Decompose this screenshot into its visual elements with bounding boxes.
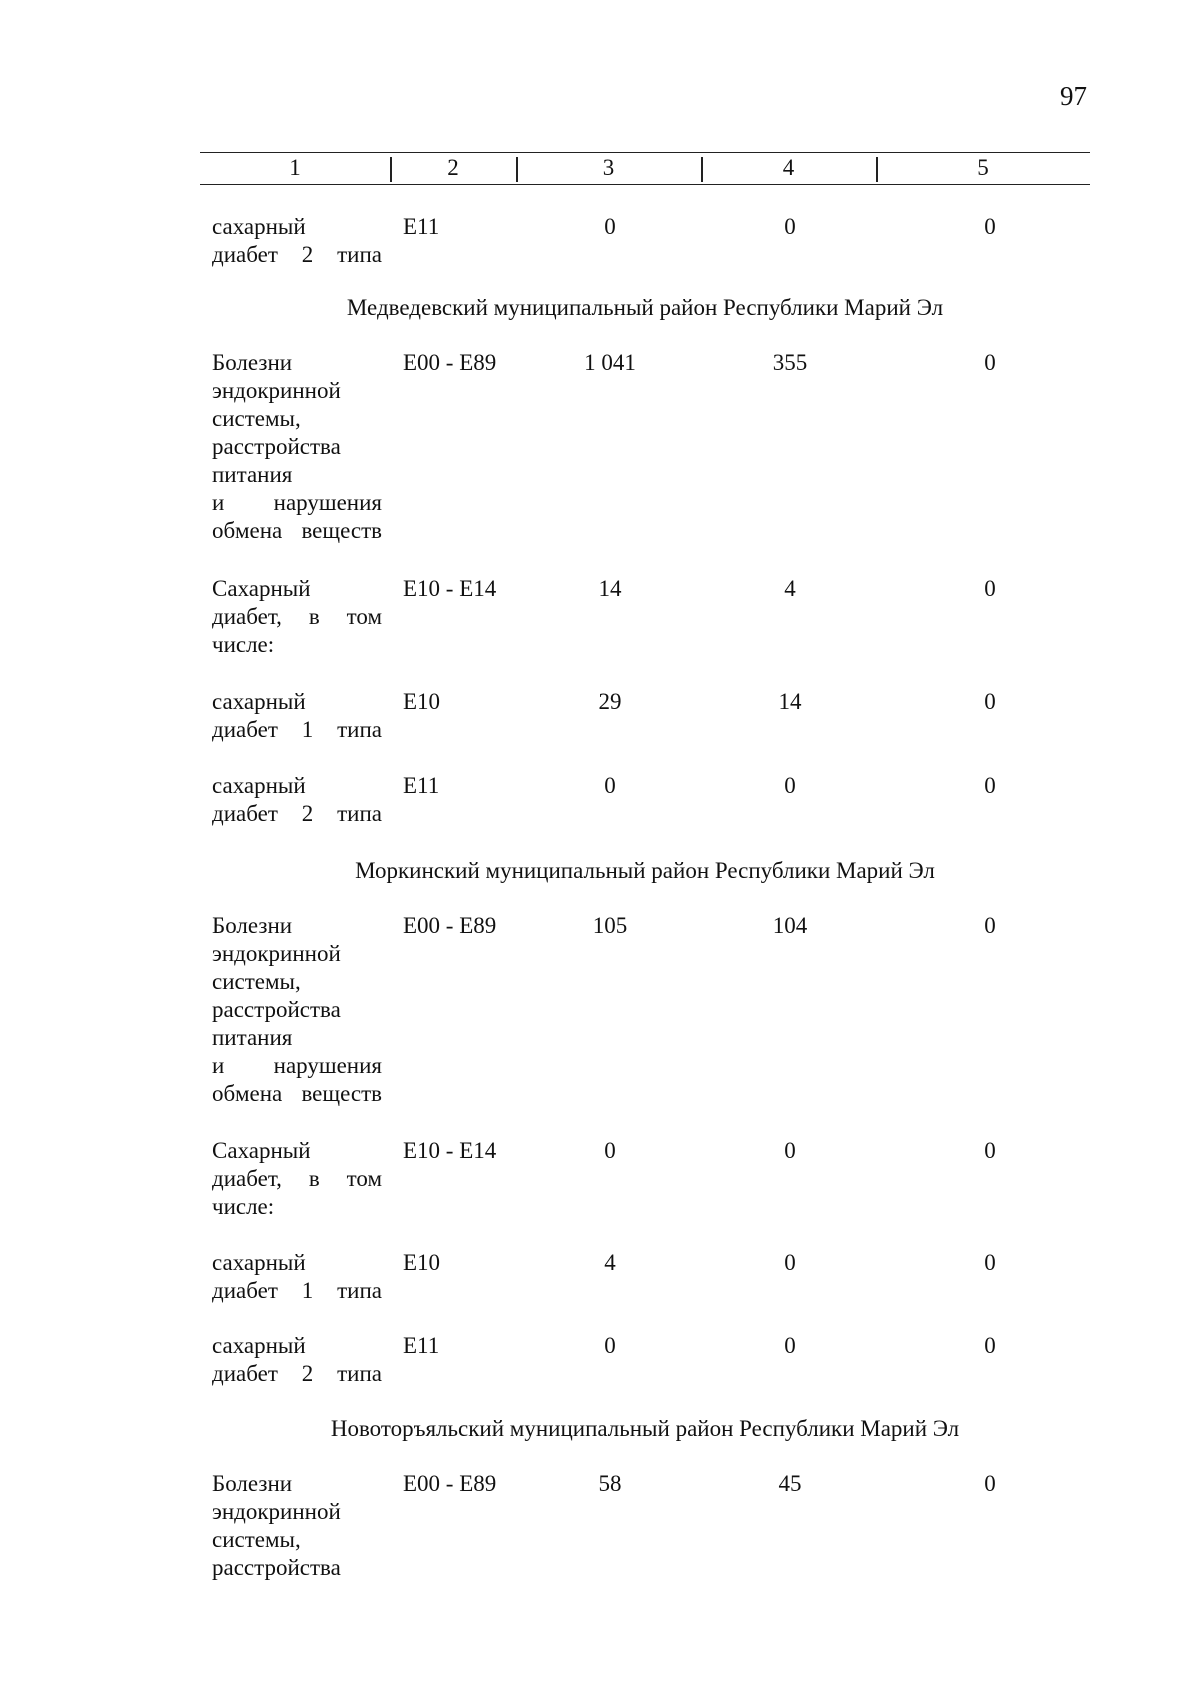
- disease-name: [212, 575, 382, 659]
- disease-name-line: сахарный: [212, 214, 306, 239]
- disease-name-line: эндокринной: [212, 941, 341, 966]
- value-col3: 0: [604, 1138, 616, 1163]
- disease-name-line: диабет, в том: [212, 1166, 382, 1191]
- disease-name-line: диабет 1 типа: [212, 717, 382, 742]
- value-col3: 0: [604, 773, 616, 798]
- value-col4: 4: [784, 576, 796, 601]
- disease-name-line: расстройства: [212, 997, 341, 1022]
- value-col3: 14: [598, 576, 622, 601]
- value-col4: 104: [772, 913, 808, 938]
- disease-name-line: расстройства: [212, 1555, 341, 1580]
- value-col3: 29: [598, 689, 622, 714]
- value-col3: 0: [604, 214, 616, 239]
- disease-name: [212, 688, 382, 744]
- icd-code: E10: [403, 689, 441, 714]
- header-cell-4: 4: [782, 155, 795, 180]
- disease-name: [212, 1249, 382, 1305]
- header-cell-5: 5: [977, 155, 989, 180]
- value-col4: 0: [784, 1333, 796, 1358]
- value-col5: 0: [984, 214, 996, 239]
- disease-name-line: Болезни: [212, 913, 293, 938]
- disease-name-line: системы,: [212, 406, 301, 431]
- disease-name-line: обмена веществ: [212, 1081, 382, 1106]
- icd-code: E11: [403, 214, 440, 239]
- disease-name-line: питания: [212, 462, 293, 487]
- disease-name-line: Болезни: [212, 1471, 293, 1496]
- disease-name: [212, 1332, 382, 1388]
- icd-code: E00 - E89: [403, 350, 497, 375]
- value-col3: 0: [604, 1333, 616, 1358]
- value-col4: 355: [772, 350, 808, 375]
- value-col4: 0: [784, 1138, 796, 1163]
- value-col5: 0: [984, 1138, 996, 1163]
- disease-name-line: Сахарный: [212, 576, 311, 601]
- disease-name-line: сахарный: [212, 773, 306, 798]
- disease-name-line: диабет, в том: [212, 604, 382, 629]
- disease-name-line: числе:: [212, 1194, 275, 1219]
- icd-code: E10 - E14: [403, 576, 497, 601]
- value-col4: 0: [784, 214, 796, 239]
- disease-name: [212, 1137, 382, 1221]
- disease-name-line: питания: [212, 1025, 293, 1050]
- disease-name-line: диабет 2 типа: [212, 801, 382, 826]
- disease-name-line: расстройства: [212, 434, 341, 459]
- disease-name-line: обмена веществ: [212, 518, 382, 543]
- disease-name: [212, 213, 382, 269]
- disease-name-line: Сахарный: [212, 1138, 311, 1163]
- disease-name-line: Болезни: [212, 350, 293, 375]
- page-number: 97: [1060, 81, 1087, 111]
- disease-name-line: сахарный: [212, 689, 306, 714]
- value-col5: 0: [984, 350, 996, 375]
- disease-name: [212, 912, 382, 1108]
- disease-name-line: сахарный: [212, 1333, 306, 1358]
- disease-name: [212, 349, 382, 545]
- disease-name-line: и нарушения: [212, 1053, 382, 1078]
- value-col5: 0: [984, 1333, 996, 1358]
- value-col5: 0: [984, 689, 996, 714]
- header-cell-2: 2: [447, 155, 459, 180]
- icd-code: E10 - E14: [403, 1138, 497, 1163]
- disease-name-line: сахарный: [212, 1250, 306, 1275]
- icd-code: E11: [403, 1333, 440, 1358]
- disease-name-line: диабет 2 типа: [212, 242, 382, 267]
- disease-name-line: системы,: [212, 1527, 301, 1552]
- value-col3: 1 041: [584, 350, 636, 375]
- disease-name-line: системы,: [212, 969, 301, 994]
- header-cell-3: 3: [602, 155, 615, 180]
- disease-name: [212, 1470, 382, 1582]
- table-header: [200, 152, 1090, 185]
- value-col4: 45: [778, 1471, 802, 1496]
- icd-code: E00 - E89: [403, 1471, 497, 1496]
- header-cell-1: 1: [289, 155, 301, 180]
- icd-code: E10: [403, 1250, 441, 1275]
- icd-code: E00 - E89: [403, 913, 497, 938]
- section-title: Медведевский муниципальный район Республики Марий Эл: [346, 295, 944, 320]
- disease-name-line: диабет 1 типа: [212, 1278, 382, 1303]
- icd-code: E11: [403, 773, 440, 798]
- section-title: Моркинский муниципальный район Республики Марий Эл: [355, 858, 935, 883]
- value-col5: 0: [984, 1250, 996, 1275]
- value-col5: 0: [984, 1471, 996, 1496]
- value-col3: 4: [604, 1250, 616, 1275]
- value-col4: 0: [784, 1250, 796, 1275]
- section-title: Новоторъяльский муниципальный район Республики Марий Эл: [330, 1416, 960, 1441]
- disease-name-line: эндокринной: [212, 378, 341, 403]
- value-col4: 14: [778, 689, 802, 714]
- value-col5: 0: [984, 913, 996, 938]
- disease-name-line: и нарушения: [212, 490, 382, 515]
- value-col5: 0: [984, 773, 996, 798]
- disease-name-line: диабет 2 типа: [212, 1361, 382, 1386]
- disease-name: [212, 772, 382, 828]
- value-col5: 0: [984, 576, 996, 601]
- value-col4: 0: [784, 773, 796, 798]
- value-col3: 105: [592, 913, 628, 938]
- disease-name-line: эндокринной: [212, 1499, 341, 1524]
- disease-name-line: числе:: [212, 632, 275, 657]
- value-col3: 58: [598, 1471, 622, 1496]
